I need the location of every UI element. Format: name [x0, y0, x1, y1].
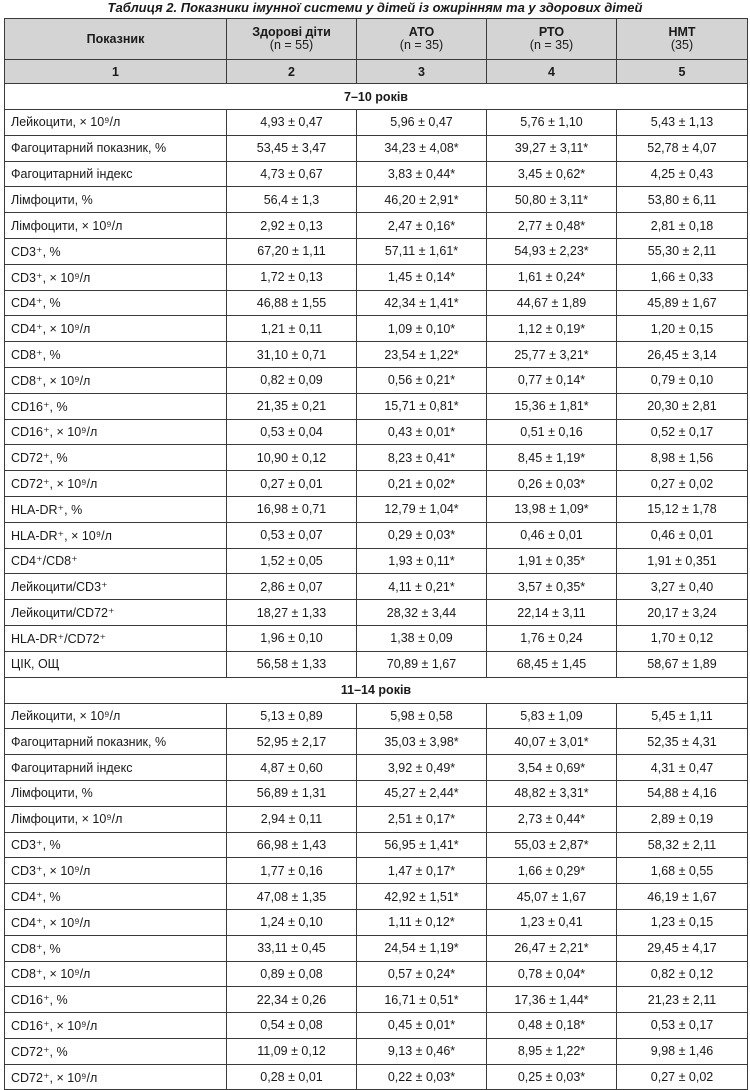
value-cell: 3,92 ± 0,49* — [357, 755, 487, 781]
value-cell: 45,89 ± 1,67 — [617, 290, 748, 316]
value-cell: 17,36 ± 1,44* — [487, 987, 617, 1013]
header-nmt: НМТ (35) — [617, 19, 748, 60]
value-cell: 0,79 ± 0,10 — [617, 367, 748, 393]
table-row — [5, 264, 748, 290]
value-cell: 0,43 ± 0,01* — [357, 419, 487, 445]
value-cell: 46,20 ± 2,91* — [357, 187, 487, 213]
value-cell: 16,98 ± 0,71 — [227, 496, 357, 522]
indicator-label: Лімфоцити, % — [5, 780, 227, 806]
header-row — [5, 19, 748, 60]
table-row — [5, 755, 748, 781]
indicator-label: Лейкоцити, × 10⁹/л — [5, 110, 227, 136]
indicator-label: CD4⁺, × 10⁹/л — [5, 316, 227, 342]
value-cell: 25,77 ± 3,21* — [487, 342, 617, 368]
value-cell: 0,54 ± 0,08 — [227, 1013, 357, 1039]
value-cell: 4,93 ± 0,47 — [227, 110, 357, 136]
value-cell: 56,95 ± 1,41* — [357, 832, 487, 858]
value-cell: 22,14 ± 3,11 — [487, 600, 617, 626]
value-cell: 1,91 ± 0,351 — [617, 548, 748, 574]
value-cell: 56,58 ± 1,33 — [227, 651, 357, 677]
table-row — [5, 703, 748, 729]
indicator-label: CD3⁺, % — [5, 832, 227, 858]
indicator-label: CD16⁺, % — [5, 393, 227, 419]
value-cell: 68,45 ± 1,45 — [487, 651, 617, 677]
value-cell: 5,98 ± 0,58 — [357, 703, 487, 729]
value-cell: 21,23 ± 2,11 — [617, 987, 748, 1013]
value-cell: 0,77 ± 0,14* — [487, 367, 617, 393]
value-cell: 10,90 ± 0,12 — [227, 445, 357, 471]
table-row — [5, 342, 748, 368]
value-cell: 1,91 ± 0,35* — [487, 548, 617, 574]
value-cell: 0,57 ± 0,24* — [357, 961, 487, 987]
indicator-label: Фагоцитарний індекс — [5, 755, 227, 781]
value-cell: 2,47 ± 0,16* — [357, 213, 487, 239]
table-row — [5, 161, 748, 187]
value-cell: 0,53 ± 0,04 — [227, 419, 357, 445]
value-cell: 0,22 ± 0,03* — [357, 1064, 487, 1090]
value-cell: 1,09 ± 0,10* — [357, 316, 487, 342]
value-cell: 8,95 ± 1,22* — [487, 1038, 617, 1064]
indicator-label: CD72⁺, × 10⁹/л — [5, 1064, 227, 1090]
value-cell: 4,31 ± 0,47 — [617, 755, 748, 781]
indicator-label: CD8⁺, % — [5, 935, 227, 961]
value-cell: 1,52 ± 0,05 — [227, 548, 357, 574]
value-cell: 58,67 ± 1,89 — [617, 651, 748, 677]
value-cell: 45,27 ± 2,44* — [357, 780, 487, 806]
value-cell: 1,47 ± 0,17* — [357, 858, 487, 884]
header-ato: АТО (n = 35) — [357, 19, 487, 60]
indicator-label: CD4⁺, × 10⁹/л — [5, 909, 227, 935]
column-number: 1 — [5, 60, 227, 84]
header-rto: РТО (n = 35) — [487, 19, 617, 60]
value-cell: 33,11 ± 0,45 — [227, 935, 357, 961]
value-cell: 0,53 ± 0,17 — [617, 1013, 748, 1039]
value-cell: 1,38 ± 0,09 — [357, 625, 487, 651]
value-cell: 3,54 ± 0,69* — [487, 755, 617, 781]
value-cell: 2,77 ± 0,48* — [487, 213, 617, 239]
value-cell: 4,11 ± 0,21* — [357, 574, 487, 600]
column-number: 2 — [227, 60, 357, 84]
indicator-label: CD4⁺/CD8⁺ — [5, 548, 227, 574]
immune-indicators-table — [4, 18, 748, 1090]
value-cell: 0,53 ± 0,07 — [227, 522, 357, 548]
indicator-label: CD16⁺, × 10⁹/л — [5, 419, 227, 445]
value-cell: 1,23 ± 0,15 — [617, 909, 748, 935]
indicator-label: Лімфоцити, × 10⁹/л — [5, 806, 227, 832]
table-row — [5, 909, 748, 935]
value-cell: 5,83 ± 1,09 — [487, 703, 617, 729]
value-cell: 2,92 ± 0,13 — [227, 213, 357, 239]
column-number: 3 — [357, 60, 487, 84]
value-cell: 0,29 ± 0,03* — [357, 522, 487, 548]
value-cell: 0,27 ± 0,02 — [617, 471, 748, 497]
value-cell: 52,35 ± 4,31 — [617, 729, 748, 755]
value-cell: 4,73 ± 0,67 — [227, 161, 357, 187]
table-row — [5, 961, 748, 987]
value-cell: 53,45 ± 3,47 — [227, 135, 357, 161]
indicator-label: Фагоцитарний показник, % — [5, 135, 227, 161]
value-cell: 1,61 ± 0,24* — [487, 264, 617, 290]
age-group-title: 7–10 років — [5, 84, 748, 110]
value-cell: 1,76 ± 0,24 — [487, 625, 617, 651]
header-healthy: Здорові діти (n = 55) — [227, 19, 357, 60]
value-cell: 8,23 ± 0,41* — [357, 445, 487, 471]
column-number-row — [5, 60, 748, 84]
table-row — [5, 935, 748, 961]
value-cell: 1,45 ± 0,14* — [357, 264, 487, 290]
value-cell: 2,89 ± 0,19 — [617, 806, 748, 832]
value-cell: 0,26 ± 0,03* — [487, 471, 617, 497]
indicator-label: Фагоцитарний показник, % — [5, 729, 227, 755]
value-cell: 26,47 ± 2,21* — [487, 935, 617, 961]
value-cell: 0,82 ± 0,12 — [617, 961, 748, 987]
value-cell: 1,24 ± 0,10 — [227, 909, 357, 935]
indicator-label: CD72⁺, % — [5, 1038, 227, 1064]
value-cell: 3,27 ± 0,40 — [617, 574, 748, 600]
table-row — [5, 213, 748, 239]
indicator-label: CD3⁺, × 10⁹/л — [5, 858, 227, 884]
value-cell: 1,23 ± 0,41 — [487, 909, 617, 935]
value-cell: 66,98 ± 1,43 — [227, 832, 357, 858]
indicator-label: CD8⁺, × 10⁹/л — [5, 961, 227, 987]
value-cell: 3,57 ± 0,35* — [487, 574, 617, 600]
value-cell: 52,78 ± 4,07 — [617, 135, 748, 161]
value-cell: 46,88 ± 1,55 — [227, 290, 357, 316]
value-cell: 5,96 ± 0,47 — [357, 110, 487, 136]
indicator-label: ЦІК, ОЩ — [5, 651, 227, 677]
value-cell: 42,92 ± 1,51* — [357, 884, 487, 910]
value-cell: 12,79 ± 1,04* — [357, 496, 487, 522]
value-cell: 54,88 ± 4,16 — [617, 780, 748, 806]
value-cell: 53,80 ± 6,11 — [617, 187, 748, 213]
indicator-label: HLA-DR⁺/CD72⁺ — [5, 625, 227, 651]
value-cell: 23,54 ± 1,22* — [357, 342, 487, 368]
value-cell: 0,25 ± 0,03* — [487, 1064, 617, 1090]
value-cell: 24,54 ± 1,19* — [357, 935, 487, 961]
value-cell: 44,67 ± 1,89 — [487, 290, 617, 316]
value-cell: 3,83 ± 0,44* — [357, 161, 487, 187]
table-row — [5, 858, 748, 884]
value-cell: 35,03 ± 3,98* — [357, 729, 487, 755]
value-cell: 1,11 ± 0,12* — [357, 909, 487, 935]
indicator-label: Лейкоцити/CD72⁺ — [5, 600, 227, 626]
value-cell: 0,56 ± 0,21* — [357, 367, 487, 393]
table-row — [5, 522, 748, 548]
indicator-label: CD16⁺, × 10⁹/л — [5, 1013, 227, 1039]
value-cell: 56,89 ± 1,31 — [227, 780, 357, 806]
value-cell: 28,32 ± 3,44 — [357, 600, 487, 626]
table-row — [5, 884, 748, 910]
value-cell: 0,45 ± 0,01* — [357, 1013, 487, 1039]
table-row — [5, 290, 748, 316]
value-cell: 20,17 ± 3,24 — [617, 600, 748, 626]
value-cell: 9,98 ± 1,46 — [617, 1038, 748, 1064]
table-row — [5, 548, 748, 574]
indicator-label: Лімфоцити, % — [5, 187, 227, 213]
indicator-label: CD3⁺, × 10⁹/л — [5, 264, 227, 290]
value-cell: 20,30 ± 2,81 — [617, 393, 748, 419]
table-row — [5, 419, 748, 445]
value-cell: 50,80 ± 3,11* — [487, 187, 617, 213]
table-row — [5, 471, 748, 497]
indicator-label: Фагоцитарний індекс — [5, 161, 227, 187]
value-cell: 2,81 ± 0,18 — [617, 213, 748, 239]
value-cell: 8,45 ± 1,19* — [487, 445, 617, 471]
value-cell: 4,87 ± 0,60 — [227, 755, 357, 781]
value-cell: 58,32 ± 2,11 — [617, 832, 748, 858]
indicator-label: CD72⁺, × 10⁹/л — [5, 471, 227, 497]
value-cell: 18,27 ± 1,33 — [227, 600, 357, 626]
table-row — [5, 1064, 748, 1090]
value-cell: 1,12 ± 0,19* — [487, 316, 617, 342]
table-row — [5, 445, 748, 471]
indicator-label: CD8⁺, × 10⁹/л — [5, 367, 227, 393]
table-row — [5, 393, 748, 419]
table-row — [5, 832, 748, 858]
table-row — [5, 1013, 748, 1039]
value-cell: 1,93 ± 0,11* — [357, 548, 487, 574]
indicator-label: CD8⁺, % — [5, 342, 227, 368]
indicator-label: CD3⁺, % — [5, 238, 227, 264]
value-cell: 2,86 ± 0,07 — [227, 574, 357, 600]
value-cell: 52,95 ± 2,17 — [227, 729, 357, 755]
indicator-label: CD4⁺, % — [5, 884, 227, 910]
value-cell: 26,45 ± 3,14 — [617, 342, 748, 368]
value-cell: 48,82 ± 3,31* — [487, 780, 617, 806]
value-cell: 31,10 ± 0,71 — [227, 342, 357, 368]
column-number: 4 — [487, 60, 617, 84]
table-row — [5, 496, 748, 522]
value-cell: 57,11 ± 1,61* — [357, 238, 487, 264]
indicator-label: Лейкоцити/CD3⁺ — [5, 574, 227, 600]
table-row — [5, 729, 748, 755]
value-cell: 4,25 ± 0,43 — [617, 161, 748, 187]
value-cell: 39,27 ± 3,11* — [487, 135, 617, 161]
value-cell: 0,27 ± 0,01 — [227, 471, 357, 497]
table-row — [5, 780, 748, 806]
value-cell: 0,46 ± 0,01 — [617, 522, 748, 548]
value-cell: 0,78 ± 0,04* — [487, 961, 617, 987]
value-cell: 1,72 ± 0,13 — [227, 264, 357, 290]
value-cell: 5,76 ± 1,10 — [487, 110, 617, 136]
value-cell: 5,45 ± 1,11 — [617, 703, 748, 729]
value-cell: 15,71 ± 0,81* — [357, 393, 487, 419]
value-cell: 0,27 ± 0,02 — [617, 1064, 748, 1090]
table-row — [5, 574, 748, 600]
value-cell: 54,93 ± 2,23* — [487, 238, 617, 264]
table-body — [5, 84, 748, 1090]
value-cell: 1,70 ± 0,12 — [617, 625, 748, 651]
indicator-label: CD16⁺, % — [5, 987, 227, 1013]
value-cell: 1,66 ± 0,33 — [617, 264, 748, 290]
indicator-label: HLA-DR⁺, × 10⁹/л — [5, 522, 227, 548]
value-cell: 0,52 ± 0,17 — [617, 419, 748, 445]
table-row — [5, 806, 748, 832]
value-cell: 46,19 ± 1,67 — [617, 884, 748, 910]
table-caption: Таблиця 2. Показники імунної системи у дітей із ожирінням та у здорових дітей — [107, 0, 643, 15]
value-cell: 2,94 ± 0,11 — [227, 806, 357, 832]
table-row — [5, 110, 748, 136]
age-group-row — [5, 84, 748, 110]
value-cell: 45,07 ± 1,67 — [487, 884, 617, 910]
value-cell: 21,35 ± 0,21 — [227, 393, 357, 419]
value-cell: 0,28 ± 0,01 — [227, 1064, 357, 1090]
value-cell: 15,12 ± 1,78 — [617, 496, 748, 522]
value-cell: 8,98 ± 1,56 — [617, 445, 748, 471]
table-row — [5, 135, 748, 161]
value-cell: 67,20 ± 1,11 — [227, 238, 357, 264]
value-cell: 16,71 ± 0,51* — [357, 987, 487, 1013]
indicator-label: HLA-DR⁺, % — [5, 496, 227, 522]
value-cell: 1,68 ± 0,55 — [617, 858, 748, 884]
value-cell: 5,13 ± 0,89 — [227, 703, 357, 729]
age-group-row — [5, 677, 748, 703]
value-cell: 22,34 ± 0,26 — [227, 987, 357, 1013]
table-row — [5, 987, 748, 1013]
value-cell: 2,73 ± 0,44* — [487, 806, 617, 832]
value-cell: 70,89 ± 1,67 — [357, 651, 487, 677]
value-cell: 15,36 ± 1,81* — [487, 393, 617, 419]
indicator-label: CD4⁺, % — [5, 290, 227, 316]
value-cell: 0,46 ± 0,01 — [487, 522, 617, 548]
indicator-label: CD72⁺, % — [5, 445, 227, 471]
value-cell: 1,20 ± 0,15 — [617, 316, 748, 342]
value-cell: 40,07 ± 3,01* — [487, 729, 617, 755]
table-row — [5, 625, 748, 651]
value-cell: 55,30 ± 2,11 — [617, 238, 748, 264]
value-cell: 13,98 ± 1,09* — [487, 496, 617, 522]
table-row — [5, 600, 748, 626]
value-cell: 2,51 ± 0,17* — [357, 806, 487, 832]
table-row — [5, 316, 748, 342]
value-cell: 29,45 ± 4,17 — [617, 935, 748, 961]
table-row — [5, 651, 748, 677]
value-cell: 0,82 ± 0,09 — [227, 367, 357, 393]
table-row — [5, 367, 748, 393]
table-row — [5, 187, 748, 213]
value-cell: 0,51 ± 0,16 — [487, 419, 617, 445]
value-cell: 9,13 ± 0,46* — [357, 1038, 487, 1064]
value-cell: 3,45 ± 0,62* — [487, 161, 617, 187]
value-cell: 47,08 ± 1,35 — [227, 884, 357, 910]
indicator-label: Лейкоцити, × 10⁹/л — [5, 703, 227, 729]
value-cell: 55,03 ± 2,87* — [487, 832, 617, 858]
value-cell: 34,23 ± 4,08* — [357, 135, 487, 161]
value-cell: 1,77 ± 0,16 — [227, 858, 357, 884]
table-row — [5, 238, 748, 264]
age-group-title: 11–14 років — [5, 677, 748, 703]
value-cell: 5,43 ± 1,13 — [617, 110, 748, 136]
indicator-label: Лімфоцити, × 10⁹/л — [5, 213, 227, 239]
value-cell: 0,48 ± 0,18* — [487, 1013, 617, 1039]
column-number: 5 — [617, 60, 748, 84]
value-cell: 0,21 ± 0,02* — [357, 471, 487, 497]
value-cell: 1,66 ± 0,29* — [487, 858, 617, 884]
value-cell: 56,4 ± 1,3 — [227, 187, 357, 213]
value-cell: 42,34 ± 1,41* — [357, 290, 487, 316]
value-cell: 1,21 ± 0,11 — [227, 316, 357, 342]
header-indicator: Показник — [5, 19, 227, 60]
value-cell: 1,96 ± 0,10 — [227, 625, 357, 651]
value-cell: 0,89 ± 0,08 — [227, 961, 357, 987]
value-cell: 11,09 ± 0,12 — [227, 1038, 357, 1064]
table-row — [5, 1038, 748, 1064]
